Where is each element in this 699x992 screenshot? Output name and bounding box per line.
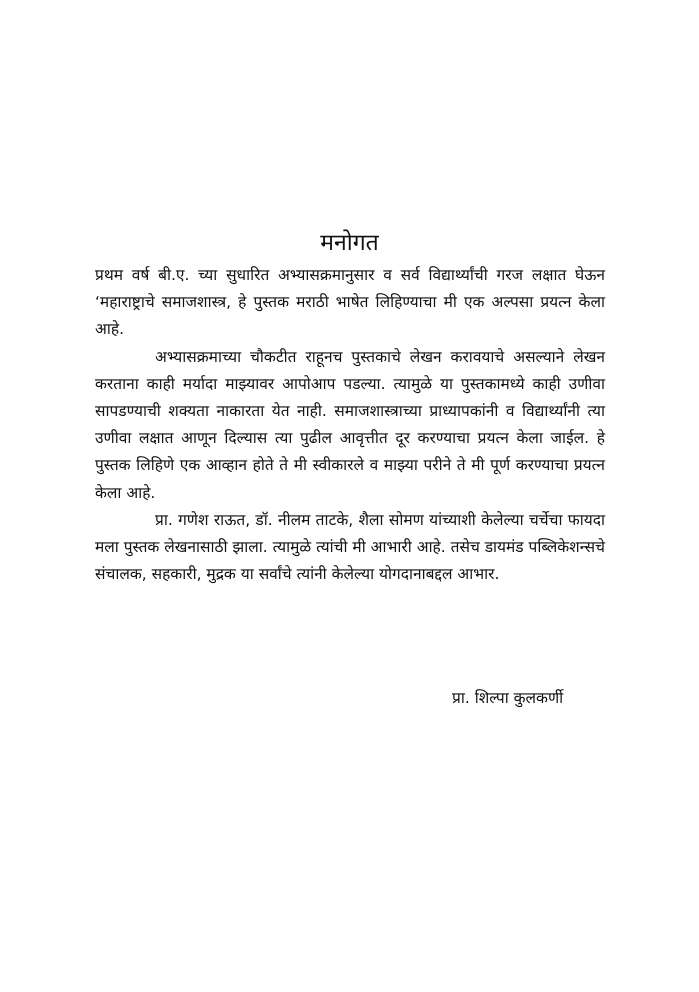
- author-signature: प्रा. शिल्पा कुलकर्णी: [452, 689, 564, 707]
- paragraph-acknowledgements: प्रा. गणेश राऊत, डॉ. नीलम ताटके, शैला सोमण यांच्याशी केलेल्या चर्चेचा फायदा मला पुस्तक लेखनासाठी झाला. त्यामुळे त्यांची मी आभारी आहे. तसेच डायमंड पब्लिकेशन्सचे संचालक, सहकारी, मुद्रक या सर्वांचे त्यांनी केलेल्या योगदानाबद्दल आभार.: [95, 510, 605, 584]
- paragraph-intro: प्रथम वर्ष बी.ए. च्या सुधारित अभ्यासक्रमानुसार व सर्व विद्यार्थ्यांची गरज लक्षात घेऊन ‘महाराष्ट्राचे समाजशास्त्र, हे पुस्तक मराठी भाषेत लिहिण्याचा मी एक अल्पसा प्रयत्न केला आहे.: [95, 266, 605, 339]
- preface-body: [95, 262, 605, 588]
- paragraph-limitations: अभ्यासक्रमाच्या चौकटीत राहूनच पुस्तकाचे लेखन करावयाचे असल्याने लेखन करताना काही मर्यादा माझ्यावर आपोआप पडल्या. त्यामुळे या पुस्तकामध्ये काही उणीवा सापडण्याची शक्यता नाकारता येत नाही. समाजशास्त्राच्या प्राध्यापकांनी व विद्यार्थ्यांनी त्या उणीवा लक्षात आणून दिल्यास त्या पुढील आवृत्तीत दूर करण्याचा प्रयत्न केला जाईल. हे पुस्तक लिहिणे एक आव्हान होते ते मी स्वीकारले व माझ्या परीने ते मी पूर्ण करण्याचा प्रयत्न केला आहे.: [95, 347, 605, 502]
- page-title: मनोगत: [320, 230, 379, 256]
